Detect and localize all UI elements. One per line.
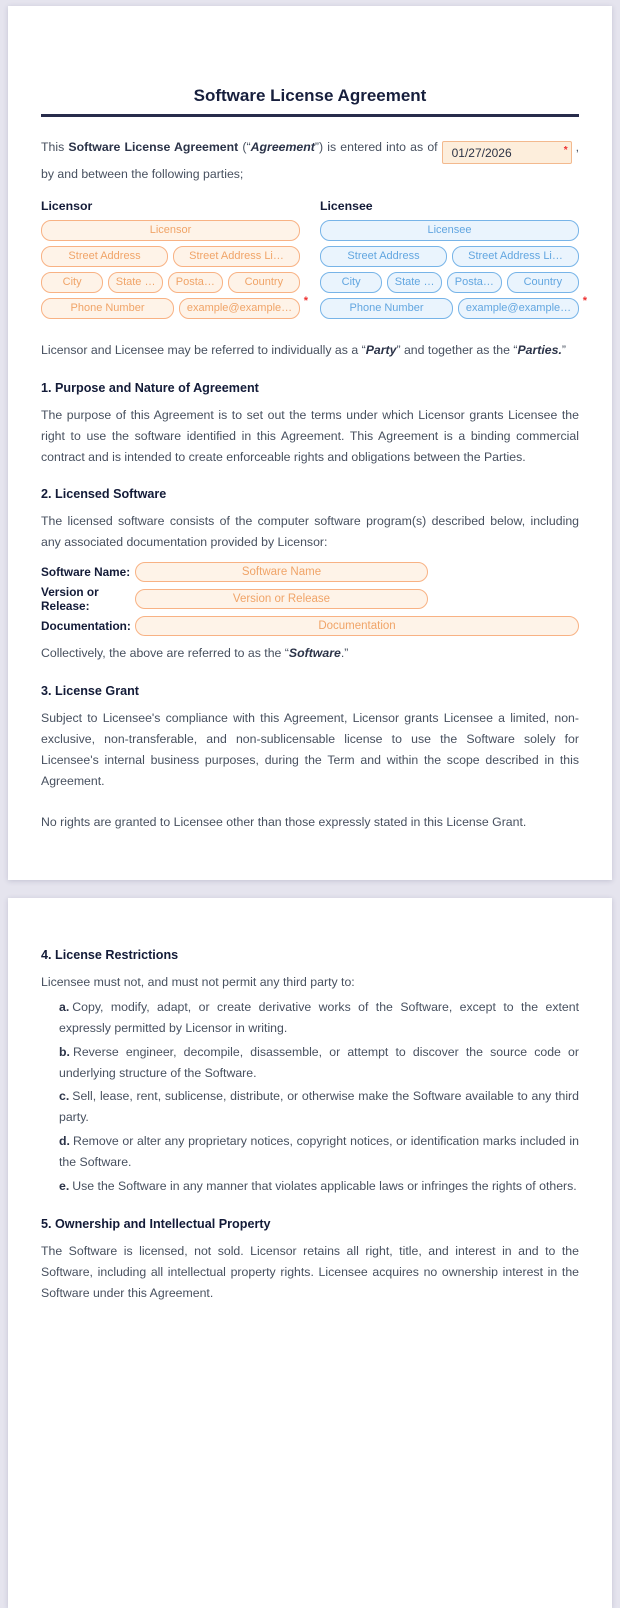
licensor-street1-input[interactable] — [41, 246, 168, 267]
licensee-street-row — [320, 246, 579, 267]
section-2-heading: 2. Licensed Software — [41, 487, 167, 502]
licensee-street1-input[interactable] — [320, 246, 447, 267]
licensor-name-input[interactable] — [41, 220, 300, 241]
licensee-contact-row — [320, 294, 587, 319]
licensee-email-input[interactable] — [458, 298, 579, 319]
licensor-name-row — [41, 220, 300, 241]
list-item-text: Use the Software in any manner that violates applicable laws or infringes the rights of others. — [72, 1179, 577, 1194]
version-release-input[interactable] — [135, 589, 428, 609]
licensee-street2-input[interactable] — [452, 246, 579, 267]
list-item-b — [59, 1042, 579, 1084]
licensor-city-input[interactable] — [41, 272, 103, 293]
section-4-intro: Licensee must not, and must not permit any third party to: — [41, 975, 355, 989]
text-segment: , by and between the following parties; — [41, 139, 580, 181]
licensee-email-field — [458, 294, 587, 319]
documentation-label: Documentation: — [41, 619, 131, 634]
intro-paragraph — [41, 137, 579, 185]
licensor-country-input[interactable] — [228, 272, 300, 293]
version-release-label: Version or Release: — [41, 585, 99, 614]
section-4-heading: 4. License Restrictions — [41, 948, 179, 962]
licensor-street2-input[interactable] — [173, 246, 300, 267]
software-name-label: Software Name: — [41, 565, 131, 580]
version-release-row — [41, 585, 579, 613]
section-1-heading: 1. Purpose and Nature of Agreement — [41, 380, 259, 395]
list-item-letter: b. — [59, 1044, 70, 1059]
licensor-street-row — [41, 246, 300, 267]
agreement-date-field — [442, 141, 572, 164]
list-item-text: Reverse engineer, decompile, disassemble, or attempt to discover the source code or underlying structure of the Software. — [59, 1044, 579, 1080]
software-note-paragraph — [41, 643, 579, 664]
licensor-contact-row — [41, 294, 308, 319]
licensee-state-input[interactable] — [387, 272, 442, 293]
list-item-text: Copy, modify, adapt, or create derivative works of the Software, except to the extent expressly permitted by Licensor in writing. — [59, 999, 579, 1035]
text-segment: This — [41, 139, 69, 154]
licensee-name-row — [320, 220, 579, 241]
documentation-row — [41, 616, 579, 636]
required-asterisk: * — [582, 294, 587, 307]
list-item-a — [59, 997, 579, 1039]
title-underline — [41, 114, 579, 117]
licensee-label: Licensee — [320, 198, 373, 213]
licensee-country-input[interactable] — [507, 272, 579, 293]
list-item-text: Remove or alter any proprietary notices, copyright notices, or identification marks included in the Software. — [59, 1134, 579, 1170]
form-background — [0, 6, 620, 1608]
document-title: Software License Agreement — [193, 86, 427, 105]
licensee-column — [320, 198, 587, 324]
section-3-body-1: Subject to Licensee's compliance with this Agreement, Licensor grants Licensee a limited, non-exclusive, non-transferable, and non-sublicensable license to use the Software solely for Licensee's internal business purposes, during the Term and within the scope described in this Agreement. — [41, 711, 579, 788]
list-item-letter: a. — [59, 999, 70, 1014]
licensor-label: Licensor — [41, 198, 93, 213]
list-item-letter: e. — [59, 1179, 70, 1194]
bold-italic-text: Parties. — [517, 342, 562, 357]
licensor-state-input[interactable] — [108, 272, 163, 293]
text-segment: .” — [340, 646, 349, 661]
parties-section — [41, 198, 587, 324]
required-asterisk: * — [563, 145, 568, 156]
text-segment: (“ — [238, 139, 251, 154]
section-5-heading: 5. Ownership and Intellectual Property — [41, 1216, 271, 1231]
section-1-body: The purpose of this Agreement is to set out the terms under which Licensor grants Licensee the right to use the software identified in this Agreement. This Agreement is a binding commercial contract and is intended to create enforceable rights and obligations between the Parties. — [41, 407, 579, 464]
software-name-input[interactable] — [135, 562, 428, 582]
list-item-d — [59, 1131, 579, 1173]
licensee-city-input[interactable] — [320, 272, 382, 293]
text-segment: ” and together as the “ — [396, 342, 518, 357]
text-segment: ” — [561, 342, 566, 357]
section-3-body-2: No rights are granted to Licensee other than those expressly stated in this License Grant. — [41, 814, 527, 829]
licensee-city-row — [320, 272, 579, 293]
text-segment: ”) is entered into as of — [314, 139, 438, 154]
list-item-text: Sell, lease, rent, sublicense, distribute, or otherwise make the Software available to any third party. — [59, 1089, 579, 1125]
bold-text: Software License Agreement — [68, 139, 239, 154]
list-item-c — [59, 1086, 579, 1128]
restrictions-list — [41, 997, 579, 1197]
licensee-name-input[interactable] — [320, 220, 579, 241]
licensor-phone-input[interactable] — [41, 298, 174, 319]
licensor-email-field — [179, 294, 308, 319]
licensor-postal-input[interactable] — [168, 272, 223, 293]
licensee-phone-input[interactable] — [320, 298, 453, 319]
licensor-email-input[interactable] — [179, 298, 300, 319]
page-break — [0, 880, 620, 898]
software-name-row — [41, 562, 579, 582]
section-2-body: The licensed software consists of the computer software program(s) described below, including any associated documentation provided by Licensor: — [41, 514, 579, 550]
list-item-letter: c. — [59, 1089, 70, 1104]
page-1 — [8, 6, 612, 880]
section-5-body: The Software is licensed, not sold. Licensor retains all right, title, and interest in and to the Software, including all intellectual property rights. Licensee acquires no ownership interest in the Software under this Agreement. — [41, 1243, 579, 1300]
licensee-postal-input[interactable] — [447, 272, 502, 293]
list-item-e — [59, 1176, 579, 1197]
bold-italic-text: Agreement — [250, 139, 315, 154]
page-2 — [8, 898, 612, 1608]
text-segment: Collectively, the above are referred to as the “ — [41, 646, 289, 661]
bold-italic-text: Party — [365, 342, 397, 357]
documentation-input[interactable] — [135, 616, 579, 636]
agreement-date-input[interactable] — [442, 141, 572, 164]
parties-note-paragraph — [41, 340, 579, 361]
section-3-heading: 3. License Grant — [41, 684, 139, 699]
list-item-letter: d. — [59, 1134, 70, 1149]
required-asterisk: * — [303, 294, 308, 307]
text-segment: Licensor and Licensee may be referred to individually as a “ — [41, 342, 366, 357]
bold-italic-text: Software — [288, 646, 341, 661]
licensor-column — [41, 198, 308, 324]
licensor-city-row — [41, 272, 300, 293]
